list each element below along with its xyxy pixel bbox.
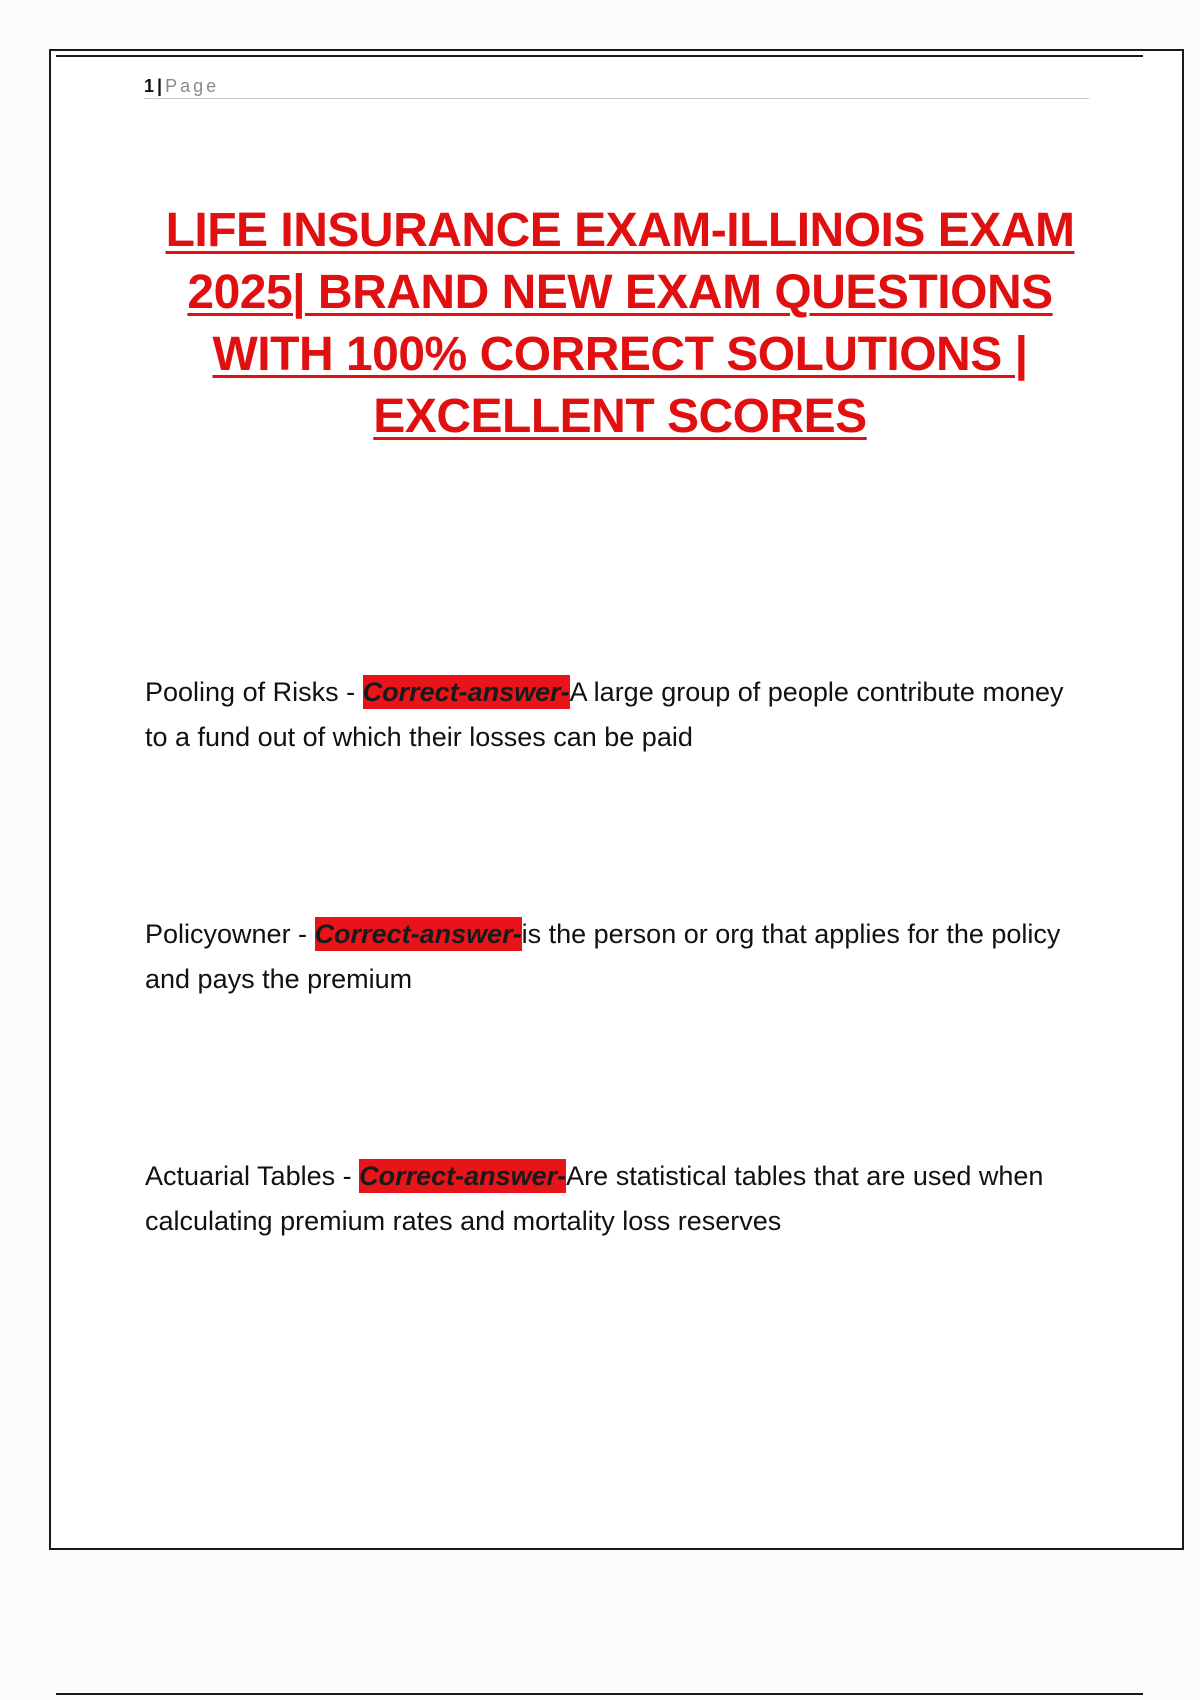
qa-entry xyxy=(145,912,1075,1002)
bottom-rule xyxy=(56,1693,1143,1695)
correct-answer-marker: Correct-answer- xyxy=(359,1161,567,1191)
document-title xyxy=(120,200,1120,448)
qa-answer: Are statistical tables that are used when calculating premium rates and mortality loss reserves xyxy=(145,1161,1044,1236)
title-line: LIFE INSURANCE EXAM-ILLINOIS EXAM xyxy=(165,204,1075,257)
title-line: EXCELLENT SCORES xyxy=(373,390,867,443)
page-label: Page xyxy=(165,76,220,96)
qa-answer: is the person or org that applies for the policy and pays the premium xyxy=(145,919,1061,994)
qa-term: Policyowner - xyxy=(145,919,315,949)
page-number: 1 xyxy=(144,76,155,96)
qa-answer: A large group of people contribute money to a fund out of which their losses can be paid xyxy=(145,677,1064,752)
qa-term: Actuarial Tables - xyxy=(145,1161,360,1191)
top-rule xyxy=(56,55,1143,57)
correct-answer-marker: Correct-answer- xyxy=(362,677,570,707)
qa-entry xyxy=(145,670,1075,760)
page-header xyxy=(144,76,1089,99)
title-line: WITH 100% CORRECT SOLUTIONS | xyxy=(212,328,1028,381)
qa-term: Pooling of Risks - xyxy=(145,677,363,707)
title-line: 2025| BRAND NEW EXAM QUESTIONS xyxy=(187,266,1053,319)
correct-answer-marker: Correct-answer- xyxy=(314,919,522,949)
qa-entry xyxy=(145,1154,1075,1244)
page-separator: | xyxy=(157,76,163,96)
